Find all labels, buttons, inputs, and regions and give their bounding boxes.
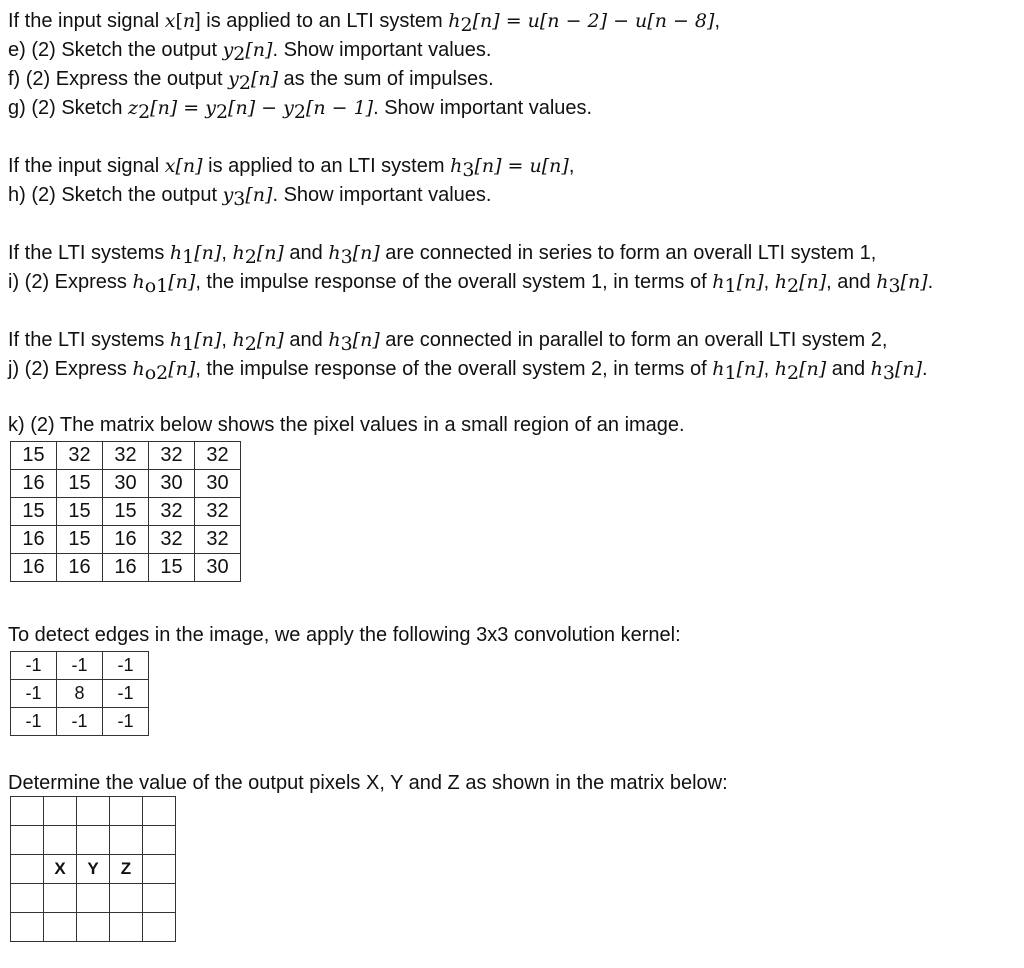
question-h: h) (2) Sketch the output $y_3[n]$. Show important values. [8,184,492,210]
matrix-cell: 16 [103,526,149,554]
matrix-cell: 32 [149,498,195,526]
matrix-cell: 32 [149,442,195,470]
table-row [11,913,176,942]
output-cell [44,913,77,942]
table-row [11,526,241,554]
output-cell [143,826,176,855]
matrix-cell: 15 [149,554,195,582]
kernel-cell: -1 [57,708,103,736]
output-cell [110,797,143,826]
output-cell [11,826,44,855]
table-row [11,498,241,526]
output-cell [110,913,143,942]
matrix-cell: 32 [195,498,241,526]
output-cell [77,797,110,826]
output-cell [11,797,44,826]
output-cell [11,913,44,942]
output-cell [110,826,143,855]
matrix-cell: 30 [195,554,241,582]
pixel-matrix [10,441,241,582]
matrix-cell: 15 [11,442,57,470]
output-cell [143,855,176,884]
question-i: i) (2) Express $h_{o1}[n]$, the impulse response of the overall system 1, in terms of $h_1[n]$, $h_2[n]$, and $h_3[n]$. [8,271,934,297]
table-row [11,554,241,582]
matrix-cell: 16 [103,554,149,582]
matrix-cell: 15 [11,498,57,526]
kernel-cell: 8 [57,680,103,708]
matrix-cell: 32 [149,526,195,554]
question-k: k) (2) The matrix below shows the pixel values in a small region of an image. [8,414,685,436]
matrix-cell: 32 [103,442,149,470]
matrix-cell: 15 [57,470,103,498]
output-cell [143,884,176,913]
output-cell [44,797,77,826]
kernel-cell: -1 [57,652,103,680]
matrix-cell: 16 [57,554,103,582]
output-cell [143,913,176,942]
table-row [11,884,176,913]
output-intro: Determine the value of the output pixels X, Y and Z as shown in the matrix below: [8,772,728,794]
output-cell [77,913,110,942]
problem-intro-parallel: If the LTI systems $h_1[n]$, $h_2[n]$ and $h_3[n]$ are connected in parallel to form an overall LTI system 2, [8,329,888,355]
table-row [11,442,241,470]
table-row [11,652,149,680]
problem-intro-h2: If the input signal x[n] is applied to an LTI system $h_2[n] = u[n - 2] - u[n - 8]$, [8,10,720,36]
table-row [11,470,241,498]
question-j: j) (2) Express $h_{o2}[n]$, the impulse response of the overall system 2, in terms of $h_1[n]$, $h_2[n]$ and $h_3[n]$. [8,358,928,384]
kernel-cell: -1 [11,708,57,736]
kernel-cell: -1 [11,680,57,708]
output-cell [77,826,110,855]
output-cell [44,884,77,913]
matrix-cell: 30 [103,470,149,498]
kernel-cell: -1 [103,708,149,736]
output-cell-y: Y [77,855,110,884]
matrix-cell: 15 [103,498,149,526]
output-cell-z: Z [110,855,143,884]
table-row [11,855,176,884]
matrix-cell: 32 [57,442,103,470]
question-g: g) (2) Sketch $z_2[n] = y_2[n] - y_2[n - 1]$. Show important values. [8,97,593,123]
matrix-cell: 16 [11,554,57,582]
matrix-cell: 15 [57,526,103,554]
table-row [11,797,176,826]
kernel-cell: -1 [103,652,149,680]
output-cell [44,826,77,855]
output-cell [77,884,110,913]
matrix-cell: 32 [195,526,241,554]
table-row [11,826,176,855]
matrix-cell: 30 [195,470,241,498]
matrix-cell: 30 [149,470,195,498]
problem-intro-h3: If the input signal x[n] is applied to an LTI system $h_3[n] = u[n]$, [8,155,575,181]
output-cell-x: X [44,855,77,884]
kernel-matrix [10,651,149,736]
table-row [11,708,149,736]
matrix-cell: 32 [195,442,241,470]
kernel-cell: -1 [11,652,57,680]
output-cell [143,797,176,826]
matrix-cell: 16 [11,526,57,554]
output-cell [11,884,44,913]
matrix-cell: 16 [11,470,57,498]
table-row [11,680,149,708]
matrix-cell: 15 [57,498,103,526]
problem-intro-series: If the LTI systems $h_1[n]$, $h_2[n]$ and $h_3[n]$ are connected in series to form an overall LTI system 1, [8,242,877,268]
output-matrix [10,796,176,942]
output-cell [110,884,143,913]
output-cell [11,855,44,884]
kernel-cell: -1 [103,680,149,708]
kernel-intro: To detect edges in the image, we apply the following 3x3 convolution kernel: [8,624,681,646]
question-f: f) (2) Express the output $y_2[n]$ as the sum of impulses. [8,68,494,94]
question-e: e) (2) Sketch the output $y_2[n]$. Show important values. [8,39,492,65]
